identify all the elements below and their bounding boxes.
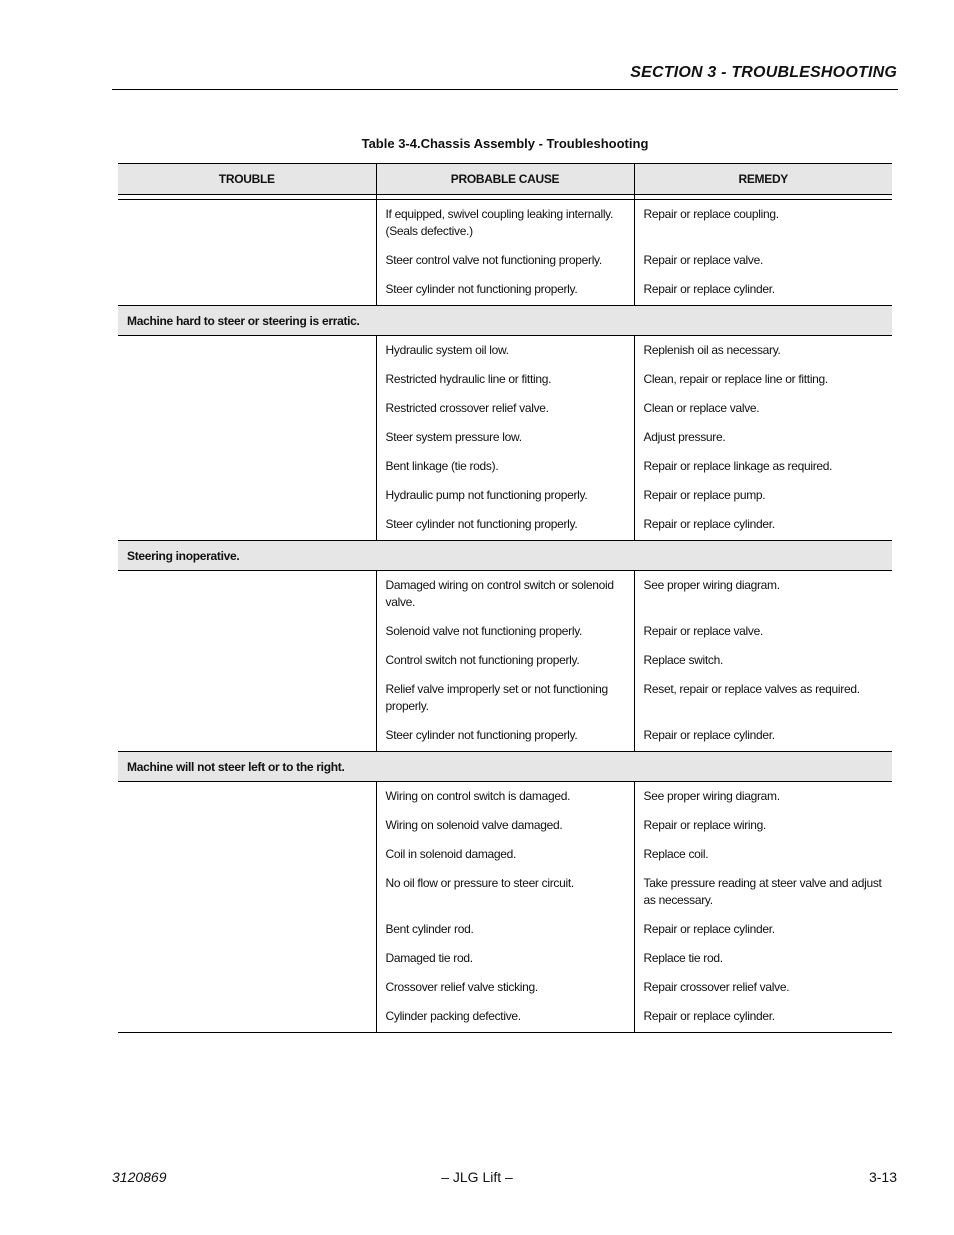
troubleshooting-table xyxy=(118,163,892,1033)
trouble-label: Machine hard to steer or steering is erratic. xyxy=(118,306,892,336)
trouble-row xyxy=(118,541,892,571)
table-row xyxy=(118,813,892,842)
remedy-cell: Repair crossover relief valve. xyxy=(634,975,892,1004)
remedy-cell: Repair or replace valve. xyxy=(634,619,892,648)
trouble-cell xyxy=(118,917,376,946)
table-row xyxy=(118,248,892,277)
table-row xyxy=(118,782,892,814)
table-row xyxy=(118,723,892,752)
remedy-cell: Replace switch. xyxy=(634,648,892,677)
trouble-cell xyxy=(118,677,376,723)
trouble-cell xyxy=(118,425,376,454)
table-row xyxy=(118,1004,892,1033)
probable-cause-cell: Bent cylinder rod. xyxy=(376,917,634,946)
probable-cause-cell: If equipped, swivel coupling leaking internally. (Seals defective.) xyxy=(376,200,634,249)
probable-cause-cell: Steer system pressure low. xyxy=(376,425,634,454)
trouble-cell xyxy=(118,277,376,306)
probable-cause-cell: Steer cylinder not functioning properly. xyxy=(376,512,634,541)
probable-cause-cell: Cylinder packing defective. xyxy=(376,1004,634,1033)
trouble-cell xyxy=(118,782,376,814)
trouble-cell xyxy=(118,396,376,425)
table-row xyxy=(118,336,892,368)
remedy-cell: Repair or replace cylinder. xyxy=(634,723,892,752)
table-row xyxy=(118,367,892,396)
trouble-label: Machine will not steer left or to the right. xyxy=(118,752,892,782)
trouble-cell xyxy=(118,367,376,396)
trouble-cell xyxy=(118,571,376,620)
probable-cause-cell: Bent linkage (tie rods). xyxy=(376,454,634,483)
remedy-cell: Clean or replace valve. xyxy=(634,396,892,425)
table-row xyxy=(118,277,892,306)
probable-cause-cell: No oil flow or pressure to steer circuit. xyxy=(376,871,634,917)
probable-cause-cell: Restricted crossover relief valve. xyxy=(376,396,634,425)
table-row xyxy=(118,454,892,483)
remedy-cell: Repair or replace coupling. xyxy=(634,200,892,249)
remedy-cell: Clean, repair or replace line or fitting. xyxy=(634,367,892,396)
probable-cause-cell: Damaged tie rod. xyxy=(376,946,634,975)
trouble-cell xyxy=(118,512,376,541)
document-number: 3120869 xyxy=(112,1169,167,1185)
remedy-cell: Replace coil. xyxy=(634,842,892,871)
column-header-remedy: REMEDY xyxy=(634,164,892,195)
table-row xyxy=(118,917,892,946)
probable-cause-cell: Wiring on control switch is damaged. xyxy=(376,782,634,814)
table-row xyxy=(118,871,892,917)
probable-cause-cell: Restricted hydraulic line or fitting. xyxy=(376,367,634,396)
trouble-cell xyxy=(118,483,376,512)
trouble-cell xyxy=(118,975,376,1004)
trouble-cell xyxy=(118,648,376,677)
trouble-cell xyxy=(118,454,376,483)
table-row xyxy=(118,946,892,975)
table-row xyxy=(118,619,892,648)
probable-cause-cell: Wiring on solenoid valve damaged. xyxy=(376,813,634,842)
probable-cause-cell: Control switch not functioning properly. xyxy=(376,648,634,677)
remedy-cell: See proper wiring diagram. xyxy=(634,571,892,620)
table-row xyxy=(118,483,892,512)
section-header: SECTION 3 - TROUBLESHOOTING xyxy=(630,64,897,81)
table-row xyxy=(118,842,892,871)
probable-cause-cell: Steer control valve not functioning properly. xyxy=(376,248,634,277)
remedy-cell: Repair or replace linkage as required. xyxy=(634,454,892,483)
probable-cause-cell: Steer cylinder not functioning properly. xyxy=(376,277,634,306)
table-row xyxy=(118,975,892,1004)
probable-cause-cell: Damaged wiring on control switch or solenoid valve. xyxy=(376,571,634,620)
probable-cause-cell: Steer cylinder not functioning properly. xyxy=(376,723,634,752)
page-number: 3-13 xyxy=(868,1169,897,1185)
header-divider xyxy=(112,89,898,90)
remedy-cell: Replace tie rod. xyxy=(634,946,892,975)
trouble-cell xyxy=(118,946,376,975)
column-header-trouble: TROUBLE xyxy=(118,164,376,195)
remedy-cell: Take pressure reading at steer valve and adjust as necessary. xyxy=(634,871,892,917)
trouble-cell xyxy=(118,842,376,871)
probable-cause-cell: Solenoid valve not functioning properly. xyxy=(376,619,634,648)
table-row xyxy=(118,571,892,620)
table-row xyxy=(118,677,892,723)
table-title: Table 3-4.Chassis Assembly - Troubleshooting xyxy=(361,136,649,151)
probable-cause-cell: Hydraulic pump not functioning properly. xyxy=(376,483,634,512)
column-header-probable-cause: PROBABLE CAUSE xyxy=(376,164,634,195)
remedy-cell: Repair or replace cylinder. xyxy=(634,277,892,306)
remedy-cell: Repair or replace valve. xyxy=(634,248,892,277)
trouble-cell xyxy=(118,248,376,277)
trouble-cell xyxy=(118,723,376,752)
remedy-cell: Repair or replace cylinder. xyxy=(634,512,892,541)
trouble-row xyxy=(118,752,892,782)
remedy-cell: See proper wiring diagram. xyxy=(634,782,892,814)
table-row xyxy=(118,200,892,249)
remedy-cell: Repair or replace pump. xyxy=(634,483,892,512)
table-row xyxy=(118,648,892,677)
table-header-row xyxy=(118,164,892,195)
remedy-cell: Repair or replace cylinder. xyxy=(634,1004,892,1033)
trouble-cell xyxy=(118,871,376,917)
trouble-cell xyxy=(118,336,376,368)
remedy-cell: Replenish oil as necessary. xyxy=(634,336,892,368)
remedy-cell: Adjust pressure. xyxy=(634,425,892,454)
probable-cause-cell: Hydraulic system oil low. xyxy=(376,336,634,368)
probable-cause-cell: Crossover relief valve sticking. xyxy=(376,975,634,1004)
remedy-cell: Repair or replace cylinder. xyxy=(634,917,892,946)
remedy-cell: Reset, repair or replace valves as required. xyxy=(634,677,892,723)
trouble-cell xyxy=(118,1004,376,1033)
table-body xyxy=(118,195,892,1033)
table-row xyxy=(118,396,892,425)
trouble-cell xyxy=(118,200,376,249)
probable-cause-cell: Coil in solenoid damaged. xyxy=(376,842,634,871)
table-row xyxy=(118,512,892,541)
trouble-label: Steering inoperative. xyxy=(118,541,892,571)
trouble-cell xyxy=(118,619,376,648)
table-row xyxy=(118,425,892,454)
footer-brand: – JLG Lift – xyxy=(441,1169,513,1185)
remedy-cell: Repair or replace wiring. xyxy=(634,813,892,842)
trouble-row xyxy=(118,306,892,336)
probable-cause-cell: Relief valve improperly set or not functioning properly. xyxy=(376,677,634,723)
trouble-cell xyxy=(118,813,376,842)
